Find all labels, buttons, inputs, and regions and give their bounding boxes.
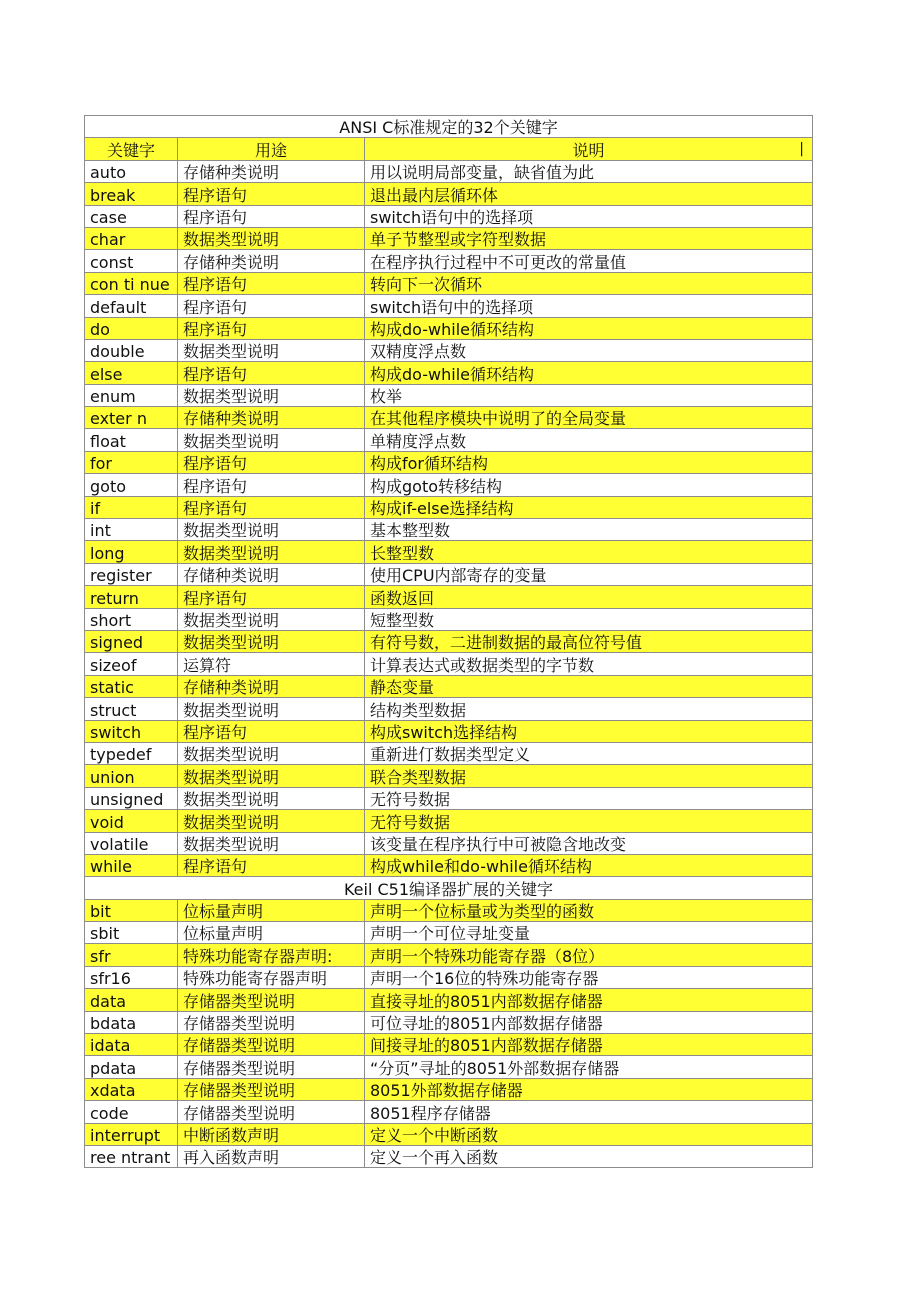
keyword-cell: while (85, 854, 178, 876)
usage-cell: 存储种类说明 (178, 250, 365, 272)
table-row (85, 541, 813, 563)
keyword-cell: int (85, 519, 178, 541)
keyword-cell: switch (85, 720, 178, 742)
description-cell: 可位寻址的8051内部数据存储器 (365, 1011, 813, 1033)
table-row (85, 160, 813, 182)
usage-cell: 数据类型说明 (178, 810, 365, 832)
description-cell: 无符号数据 (365, 810, 813, 832)
description-cell: 在其他程序模块中说明了的全局变量 (365, 407, 813, 429)
keyword-cell: float (85, 429, 178, 451)
usage-cell: 程序语句 (178, 295, 365, 317)
description-cell: 在程序执行过程中不可更改的常量值 (365, 250, 813, 272)
usage-cell: 数据类型说明 (178, 384, 365, 406)
description-cell: 函数返回 (365, 586, 813, 608)
usage-cell: 数据类型说明 (178, 339, 365, 361)
description-cell: 间接寻址的8051内部数据存储器 (365, 1034, 813, 1056)
table-row (85, 810, 813, 832)
usage-cell: 数据类型说明 (178, 742, 365, 764)
table-row (85, 227, 813, 249)
usage-cell: 数据类型说明 (178, 519, 365, 541)
usage-cell: 程序语句 (178, 720, 365, 742)
usage-cell: 程序语句 (178, 451, 365, 473)
table-row (85, 250, 813, 272)
table-row (85, 720, 813, 742)
table-row (85, 944, 813, 966)
table-row (85, 832, 813, 854)
description-cell: 构成for循环结构 (365, 451, 813, 473)
table-row (85, 451, 813, 473)
table-row (85, 563, 813, 585)
keyword-cell: const (85, 250, 178, 272)
description-cell: 有符号数，二进制数据的最高位符号值 (365, 630, 813, 652)
table-row (85, 630, 813, 652)
table-row (85, 1101, 813, 1123)
keyword-cell: static (85, 675, 178, 697)
description-cell: 基本整型数 (365, 519, 813, 541)
keyword-cell: if (85, 496, 178, 518)
description-cell: 静态变量 (365, 675, 813, 697)
keyword-cell: do (85, 317, 178, 339)
keyword-cell: union (85, 765, 178, 787)
description-cell: 重新进仃数据类型定义 (365, 742, 813, 764)
table-row (85, 1145, 813, 1167)
description-cell: 单子节整型或字符型数据 (365, 227, 813, 249)
description-cell: 构成if-else选择结构 (365, 496, 813, 518)
table-row (85, 474, 813, 496)
table-row (85, 317, 813, 339)
usage-cell: 位标量声明 (178, 922, 365, 944)
keyword-cell: idata (85, 1034, 178, 1056)
description-cell: 构成while和do-while循环结构 (365, 854, 813, 876)
keyword-cell: goto (85, 474, 178, 496)
description-cell: 枚举 (365, 384, 813, 406)
keyword-cell: auto (85, 160, 178, 182)
description-cell: 短整型数 (365, 608, 813, 630)
description-cell: 计算表达式或数据类型的字节数 (365, 653, 813, 675)
keyword-table (84, 115, 813, 1168)
header-keyword: 关键字 (85, 138, 178, 160)
usage-cell: 特殊功能寄存器声明 (178, 966, 365, 988)
usage-cell: 位标量声明 (178, 899, 365, 921)
usage-cell: 数据类型说明 (178, 227, 365, 249)
description-cell: 声明一个16位的特殊功能寄存器 (365, 966, 813, 988)
keyword-cell: code (85, 1101, 178, 1123)
usage-cell: 存储器类型说明 (178, 1034, 365, 1056)
keyword-cell: data (85, 989, 178, 1011)
keyword-cell: case (85, 205, 178, 227)
table-row (85, 854, 813, 876)
keyword-cell: bdata (85, 1011, 178, 1033)
table-row (85, 205, 813, 227)
description-cell: 8051程序存储器 (365, 1101, 813, 1123)
usage-cell: 程序语句 (178, 183, 365, 205)
description-cell: switch语句中的选择项 (365, 295, 813, 317)
table-row (85, 295, 813, 317)
usage-cell: 存储种类说明 (178, 407, 365, 429)
header-row (85, 138, 813, 160)
keyword-cell: exter n (85, 407, 178, 429)
usage-cell: 存储器类型说明 (178, 1011, 365, 1033)
description-cell: “分页”寻址的8051外部数据存储器 (365, 1056, 813, 1078)
description-cell: 构成switch选择结构 (365, 720, 813, 742)
table-row (85, 899, 813, 921)
keyword-cell: bit (85, 899, 178, 921)
description-cell: 构成do-while循环结构 (365, 362, 813, 384)
keyword-cell: xdata (85, 1078, 178, 1100)
table-row (85, 272, 813, 294)
table-row (85, 922, 813, 944)
usage-cell: 数据类型说明 (178, 698, 365, 720)
header-usage: 用途 (178, 138, 365, 160)
header-description-cell (365, 138, 813, 160)
keyword-cell: short (85, 608, 178, 630)
table-row (85, 675, 813, 697)
usage-cell: 存储器类型说明 (178, 989, 365, 1011)
table-row (85, 608, 813, 630)
usage-cell: 存储器类型说明 (178, 1101, 365, 1123)
description-cell: 联合类型数据 (365, 765, 813, 787)
description-cell: 定义一个再入函数 (365, 1145, 813, 1167)
usage-cell: 数据类型说明 (178, 608, 365, 630)
description-cell: 结构类型数据 (365, 698, 813, 720)
description-cell: 退出最内层循环体 (365, 183, 813, 205)
usage-cell: 运算符 (178, 653, 365, 675)
usage-cell: 程序语句 (178, 474, 365, 496)
ansi-section-title: ANSI C标准规定的32个关键字 (85, 116, 813, 138)
keyword-cell: ree ntrant (85, 1145, 178, 1167)
description-cell: 直接寻址的8051内部数据存储器 (365, 989, 813, 1011)
usage-cell: 存储器类型说明 (178, 1078, 365, 1100)
keyword-cell: long (85, 541, 178, 563)
table-row (85, 742, 813, 764)
description-cell: 定义一个中断函数 (365, 1123, 813, 1145)
usage-cell: 存储种类说明 (178, 160, 365, 182)
usage-cell: 数据类型说明 (178, 429, 365, 451)
usage-cell: 程序语句 (178, 586, 365, 608)
description-cell: 构成goto转移结构 (365, 474, 813, 496)
table-row (85, 496, 813, 518)
keyword-cell: default (85, 295, 178, 317)
table-row (85, 1078, 813, 1100)
keyword-cell: unsigned (85, 787, 178, 809)
table-row (85, 1034, 813, 1056)
description-cell: 该变量在程序执行中可被隐含地改变 (365, 832, 813, 854)
usage-cell: 程序语句 (178, 854, 365, 876)
keyword-table-body (85, 116, 813, 1168)
description-cell: 长整型数 (365, 541, 813, 563)
description-cell: 构成do-while循环结构 (365, 317, 813, 339)
keyword-cell: for (85, 451, 178, 473)
keyword-cell: sbit (85, 922, 178, 944)
table-row (85, 653, 813, 675)
table-row (85, 1123, 813, 1145)
keyword-cell: else (85, 362, 178, 384)
table-row (85, 698, 813, 720)
usage-cell: 程序语句 (178, 362, 365, 384)
usage-cell: 数据类型说明 (178, 630, 365, 652)
usage-cell: 数据类型说明 (178, 765, 365, 787)
keyword-cell: pdata (85, 1056, 178, 1078)
usage-cell: 数据类型说明 (178, 832, 365, 854)
keyword-cell: interrupt (85, 1123, 178, 1145)
keyword-cell: signed (85, 630, 178, 652)
keyword-cell: char (85, 227, 178, 249)
keyword-cell: con ti nue (85, 272, 178, 294)
table-row (85, 519, 813, 541)
usage-cell: 数据类型说明 (178, 541, 365, 563)
keyword-cell: void (85, 810, 178, 832)
description-cell: 无符号数据 (365, 787, 813, 809)
keyword-cell: struct (85, 698, 178, 720)
usage-cell: 特殊功能寄存器声明: (178, 944, 365, 966)
usage-cell: 程序语句 (178, 205, 365, 227)
usage-cell: 再入函数声明 (178, 1145, 365, 1167)
description-cell: 用以说明局部变量，缺省值为此 (365, 160, 813, 182)
description-cell: 单精度浮点数 (365, 429, 813, 451)
usage-cell: 程序语句 (178, 317, 365, 339)
description-cell: 使用CPU内部寄存的变量 (365, 563, 813, 585)
header-description: 说明 (572, 140, 605, 160)
keyword-cell: typedef (85, 742, 178, 764)
table-row (85, 787, 813, 809)
keyword-cell: register (85, 563, 178, 585)
keyword-cell: volatile (85, 832, 178, 854)
header-marker: | (799, 141, 804, 158)
keyword-cell: sfr16 (85, 966, 178, 988)
description-cell: 声明一个位标量或为类型的函数 (365, 899, 813, 921)
table-row (85, 765, 813, 787)
usage-cell: 数据类型说明 (178, 787, 365, 809)
description-cell: 8051外部数据存储器 (365, 1078, 813, 1100)
keyword-cell: sizeof (85, 653, 178, 675)
table-row (85, 989, 813, 1011)
keyword-cell: double (85, 339, 178, 361)
keil-section-row (85, 877, 813, 899)
keyword-cell: return (85, 586, 178, 608)
description-cell: 双精度浮点数 (365, 339, 813, 361)
usage-cell: 存储器类型说明 (178, 1056, 365, 1078)
usage-cell: 程序语句 (178, 272, 365, 294)
table-row (85, 966, 813, 988)
usage-cell: 存储种类说明 (178, 675, 365, 697)
table-row (85, 384, 813, 406)
keyword-cell: enum (85, 384, 178, 406)
keyword-cell: break (85, 183, 178, 205)
table-row (85, 339, 813, 361)
keil-section-title: Keil C51编译器扩展的关键字 (85, 877, 813, 899)
table-row (85, 1056, 813, 1078)
table-row (85, 586, 813, 608)
table-row (85, 362, 813, 384)
description-cell: switch语句中的选择项 (365, 205, 813, 227)
description-cell: 声明一个特殊功能寄存器（8位） (365, 944, 813, 966)
ansi-section-row (85, 116, 813, 138)
table-row (85, 407, 813, 429)
description-cell: 声明一个可位寻址变量 (365, 922, 813, 944)
table-row (85, 183, 813, 205)
usage-cell: 程序语句 (178, 496, 365, 518)
usage-cell: 存储种类说明 (178, 563, 365, 585)
table-row (85, 429, 813, 451)
keyword-cell: sfr (85, 944, 178, 966)
description-cell: 转向下一次循环 (365, 272, 813, 294)
usage-cell: 中断函数声明 (178, 1123, 365, 1145)
table-row (85, 1011, 813, 1033)
